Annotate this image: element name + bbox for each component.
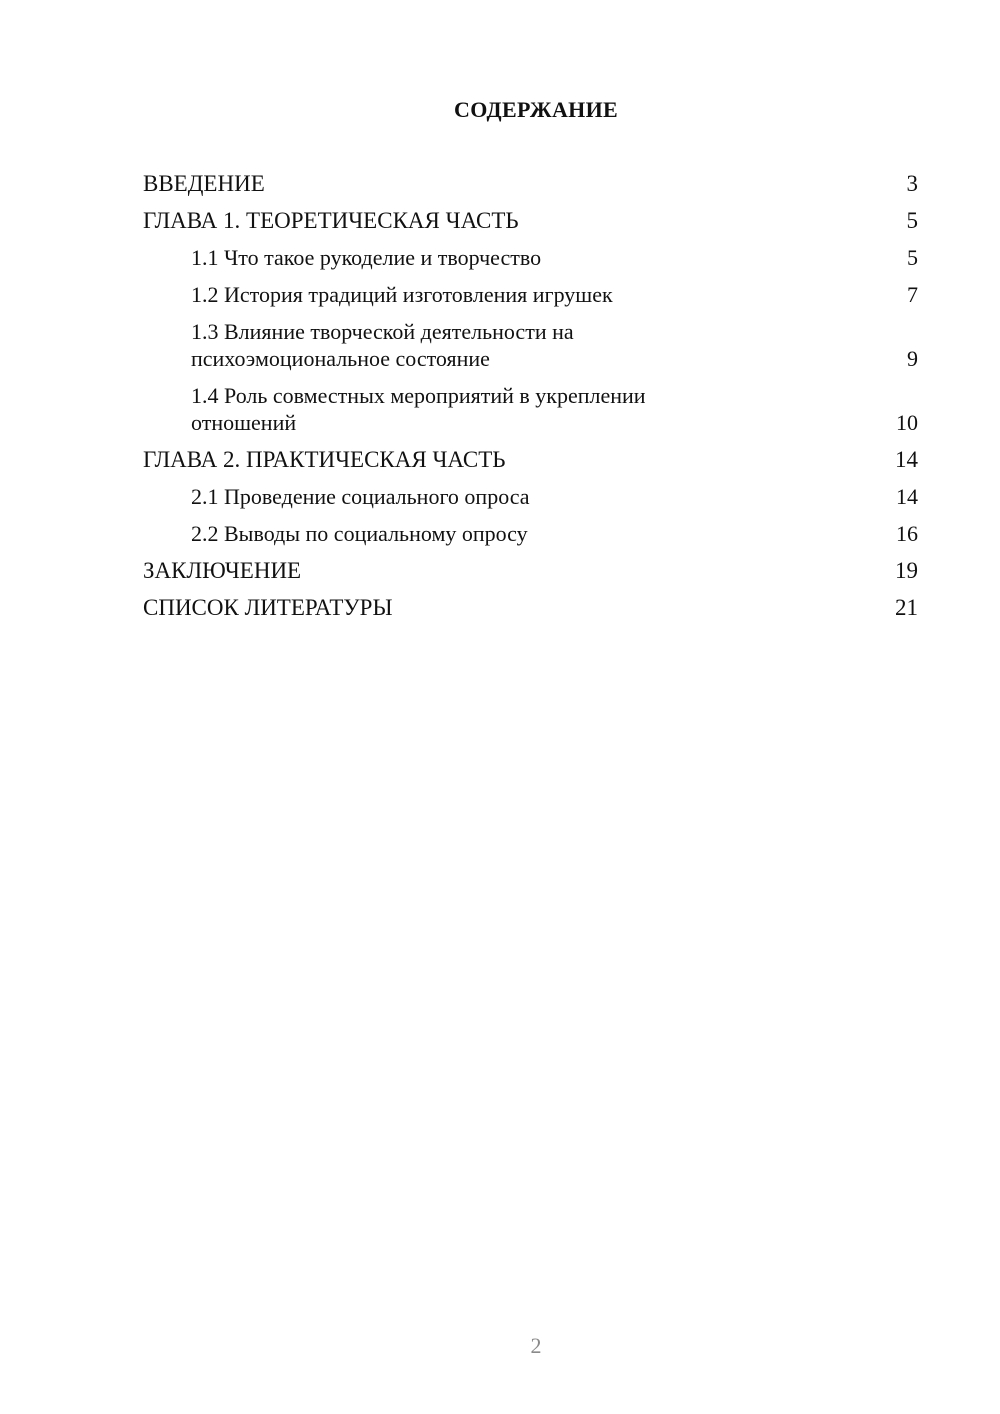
toc-entry-page: 9 [907, 346, 918, 371]
toc-entry-page: 16 [896, 521, 918, 546]
toc-entry-section-1-1[interactable] [143, 244, 918, 271]
toc-entry-text: 2.2 Выводы по социальному опросу [191, 521, 528, 546]
toc-entry-text: 1.4 Роль совместных мероприятий в укреплении отношений [191, 383, 646, 435]
toc-entry-page: 3 [906, 171, 918, 196]
toc-entry-text: 1.3 Влияние творческой деятельности на психоэмоциональное состояние [191, 319, 574, 371]
table-of-contents [143, 170, 918, 631]
toc-entry-conclusion[interactable] [143, 557, 918, 584]
toc-entry-text: СПИСОК ЛИТЕРАТУРЫ [143, 595, 393, 620]
toc-entry-section-1-3[interactable] [143, 318, 918, 372]
page-number: 2 [530, 1333, 542, 1358]
toc-entry-text: ГЛАВА 1. ТЕОРЕТИЧЕСКАЯ ЧАСТЬ [143, 208, 519, 233]
toc-entry-section-2-1[interactable] [143, 483, 918, 510]
toc-entry-bibliography[interactable] [143, 594, 918, 621]
toc-entry-page: 21 [895, 595, 918, 620]
toc-entry-page: 5 [907, 245, 918, 270]
toc-entry-text: 1.1 Что такое рукоделие и творчество [191, 245, 542, 270]
toc-entry-section-2-2[interactable] [143, 520, 918, 547]
toc-entry-page: 19 [895, 558, 918, 583]
toc-entry-text: ГЛАВА 2. ПРАКТИЧЕСКАЯ ЧАСТЬ [143, 447, 506, 472]
toc-entry-page: 14 [895, 447, 918, 472]
toc-entry-text: ВВЕДЕНИЕ [143, 171, 265, 196]
toc-entry-page: 10 [896, 410, 918, 435]
toc-entry-introduction[interactable] [143, 170, 918, 197]
toc-entry-chapter-2[interactable] [143, 446, 918, 473]
toc-entry-section-1-2[interactable] [143, 281, 918, 308]
toc-entry-page: 5 [906, 208, 918, 233]
toc-title: СОДЕРЖАНИЕ [454, 97, 618, 122]
toc-entry-chapter-1[interactable] [143, 207, 918, 234]
toc-entry-page: 7 [907, 282, 918, 307]
toc-entry-section-1-4[interactable] [143, 382, 918, 436]
toc-entry-page: 14 [896, 484, 918, 509]
toc-entry-text: 2.1 Проведение социального опроса [191, 484, 530, 509]
toc-entry-text: ЗАКЛЮЧЕНИЕ [143, 558, 302, 583]
toc-entry-text: 1.2 История традиций изготовления игрушек [191, 282, 613, 307]
